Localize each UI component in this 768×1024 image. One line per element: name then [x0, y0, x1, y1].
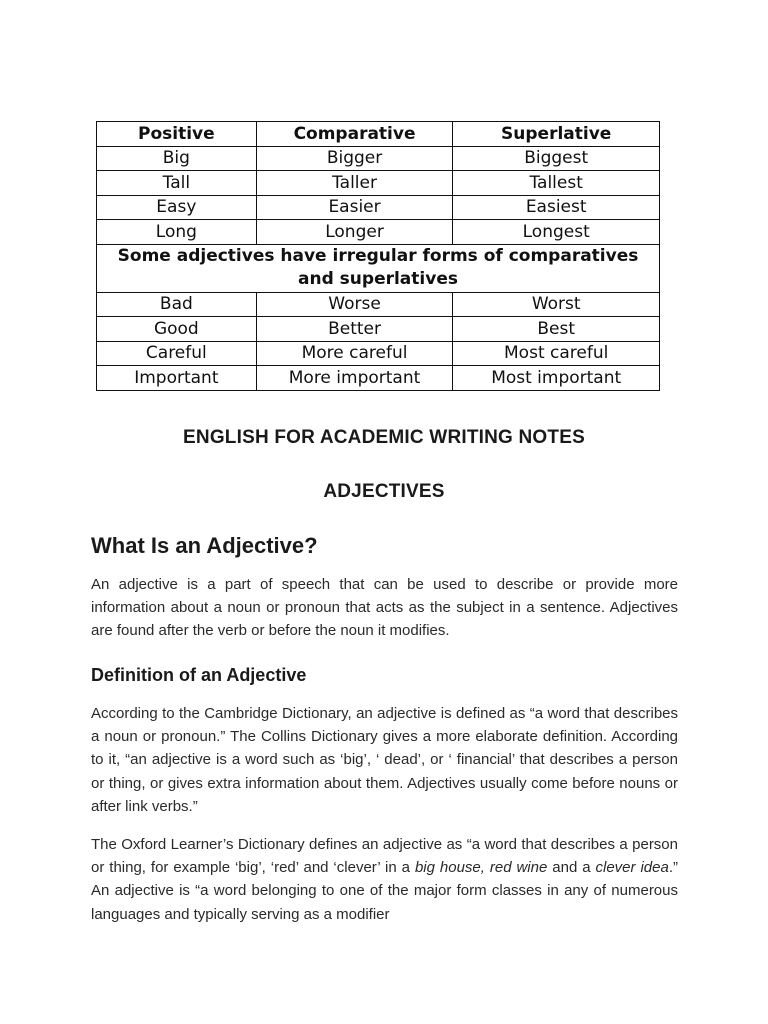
table-cell: Most careful — [453, 341, 660, 366]
header-superlative: Superlative — [453, 122, 660, 147]
paragraph-text: .” An adjective is “a word belonging to one of the major form classes in any of numerous languages and typically serving as a modifier — [91, 859, 678, 923]
table-row — [97, 220, 660, 245]
table-cell: Easier — [256, 195, 453, 220]
section-heading-what-is: What Is an Adjective? — [91, 533, 318, 558]
table-cell: Good — [97, 317, 257, 342]
table-cell: Worst — [453, 292, 660, 317]
section-paragraph: An adjective is a part of speech that can be used to describe or provide more information about a noun or pronoun that acts as the subject in a sentence. Adjectives are found after the verb or before the noun it modifies. — [91, 576, 678, 640]
section-heading-definition: Definition of an Adjective — [91, 665, 307, 685]
table-cell: Biggest — [453, 146, 660, 171]
adjective-forms-table-wrapper — [96, 121, 660, 391]
table-cell: More careful — [256, 341, 453, 366]
table-row — [97, 366, 660, 391]
paragraph-text: and a — [547, 859, 596, 877]
table-cell: Better — [256, 317, 453, 342]
header-positive: Positive — [97, 122, 257, 147]
table-cell: Tall — [97, 171, 257, 196]
table-header-row — [97, 122, 660, 147]
header-comparative: Comparative — [256, 122, 453, 147]
adjective-forms-table — [96, 121, 660, 391]
table-cell: Taller — [256, 171, 453, 196]
table-row — [97, 341, 660, 366]
table-cell: Easy — [97, 195, 257, 220]
table-row — [97, 317, 660, 342]
document-title: ENGLISH FOR ACADEMIC WRITING NOTES — [183, 427, 585, 448]
irregular-forms-note: Some adjectives have irregular forms of comparatives and superlatives — [97, 244, 660, 292]
table-cell: More important — [256, 366, 453, 391]
paragraph-text: The Oxford Learner’s Dictionary defines an adjective as “a word that describes a person or thing, for example ‘big’, ‘red’ and ‘clever’ in a — [91, 836, 678, 877]
table-row — [97, 195, 660, 220]
table-cell: Longest — [453, 220, 660, 245]
table-cell: Longer — [256, 220, 453, 245]
table-cell: Most important — [453, 366, 660, 391]
definition-paragraph-cambridge-collins: According to the Cambridge Dictionary, an adjective is defined as “a word that describes a noun or pronoun.” The Collins Dictionary gives a more elaborate definition. According to it, “an adjective is a word such as ‘big’, ‘ dead’, or ‘ financial’ that describes a person or thing, or gives extra information about them. Adjectives usually come before nouns or after link verbs.” — [91, 705, 678, 815]
table-cell: Important — [97, 366, 257, 391]
table-cell: Easiest — [453, 195, 660, 220]
table-row — [97, 292, 660, 317]
table-cell: Bigger — [256, 146, 453, 171]
table-note-row — [97, 244, 660, 292]
table-cell: Best — [453, 317, 660, 342]
table-row — [97, 146, 660, 171]
example-italic: clever idea — [595, 859, 669, 877]
table-cell: Worse — [256, 292, 453, 317]
table-row — [97, 171, 660, 196]
definition-paragraph-oxford — [91, 833, 678, 926]
table-cell: Careful — [97, 341, 257, 366]
example-italic: big house, red wine — [414, 859, 548, 877]
table-cell: Long — [97, 220, 257, 245]
table-cell: Bad — [97, 292, 257, 317]
table-cell: Big — [97, 146, 257, 171]
document-subtitle: ADJECTIVES — [323, 481, 445, 502]
table-cell: Tallest — [453, 171, 660, 196]
